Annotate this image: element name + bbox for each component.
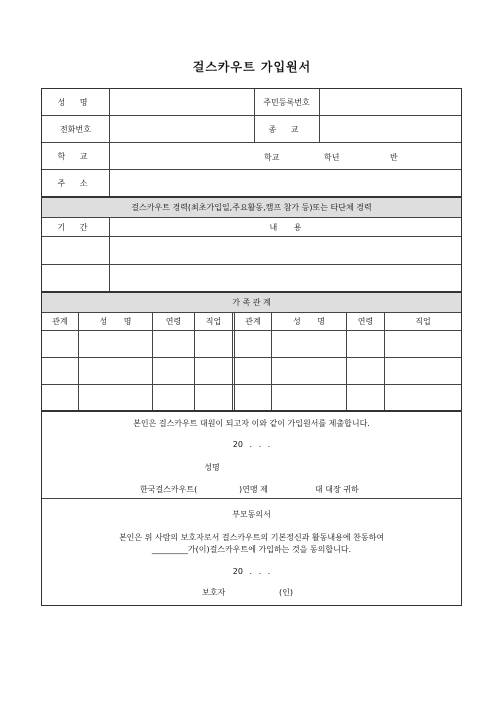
applicant-name-label: 성명 bbox=[204, 463, 220, 472]
career-row-2[interactable] bbox=[110, 265, 461, 291]
col-job-2: 직업 bbox=[415, 317, 431, 326]
consent-text-line2: _________가(이)걸스카우트에 가입하는 것을 동의합니다. bbox=[151, 545, 352, 554]
address-label: 주 소 bbox=[57, 178, 94, 188]
religion-label: 종 교 bbox=[268, 124, 305, 134]
federation-line-part3: 대 대장 귀하 bbox=[315, 485, 359, 494]
col-job: 직업 bbox=[205, 317, 222, 326]
consent-title: 부모동의서 bbox=[232, 510, 271, 519]
career-row-1[interactable] bbox=[110, 237, 461, 264]
application-statement: 본인은 걸스카우트 대원이 되고자 이와 같이 가입원서를 제출합니다. bbox=[133, 419, 370, 428]
col-relation-2: 관계 bbox=[245, 317, 261, 326]
phone-label: 전화번호 bbox=[60, 124, 91, 134]
col-relation: 관계 bbox=[52, 317, 68, 326]
col-age: 연령 bbox=[165, 317, 182, 326]
consent-date: 20 . . . bbox=[232, 567, 271, 576]
guardian-seal: (인) bbox=[279, 588, 293, 597]
family-row-1[interactable] bbox=[42, 331, 461, 357]
class-suffix: 반 bbox=[390, 153, 398, 162]
name-label: 성 명 bbox=[57, 97, 94, 107]
form-title: 걸스카우트 가입원서 bbox=[192, 60, 312, 74]
school-field[interactable] bbox=[110, 143, 461, 169]
family-row-3[interactable] bbox=[42, 385, 461, 410]
section-divider bbox=[42, 498, 461, 499]
guardian-label: 보호자 bbox=[202, 588, 226, 597]
address-field[interactable] bbox=[110, 170, 461, 196]
col-name-2: 성 명 bbox=[293, 317, 325, 326]
family-row-2[interactable] bbox=[42, 358, 461, 384]
resident-number-label: 주민등록번호 bbox=[263, 97, 310, 107]
consent-text-line1: 본인은 위 사람의 보호자로서 걸스카우트의 기본정신과 활동내용에 찬동하여 bbox=[118, 533, 385, 542]
federation-line-part2: )연맹 제 bbox=[239, 485, 268, 494]
family-header: 가 족 관 계 bbox=[232, 298, 271, 307]
grade-suffix: 학년 bbox=[324, 153, 340, 162]
section-divider bbox=[42, 410, 461, 412]
school-suffix: 학교 bbox=[264, 153, 280, 162]
col-name: 성 명 bbox=[99, 317, 132, 326]
name-field[interactable] bbox=[110, 89, 254, 115]
application-form bbox=[41, 88, 462, 606]
resident-number-field[interactable] bbox=[320, 89, 461, 115]
col-age-2: 연령 bbox=[357, 317, 374, 326]
federation-line-part1: 한국걸스카우트( bbox=[140, 485, 198, 494]
religion-field[interactable] bbox=[320, 116, 461, 142]
application-date: 20 . . . bbox=[232, 440, 271, 449]
career-header: 걸스카우트 경력(최초가입일,주요활동,캠프 참가 등)또는 타단체 경력 bbox=[131, 203, 372, 212]
school-label: 학 교 bbox=[57, 151, 94, 161]
phone-field[interactable] bbox=[110, 116, 254, 142]
period-label: 기 간 bbox=[57, 222, 94, 232]
content-label: 내 용 bbox=[269, 222, 302, 232]
